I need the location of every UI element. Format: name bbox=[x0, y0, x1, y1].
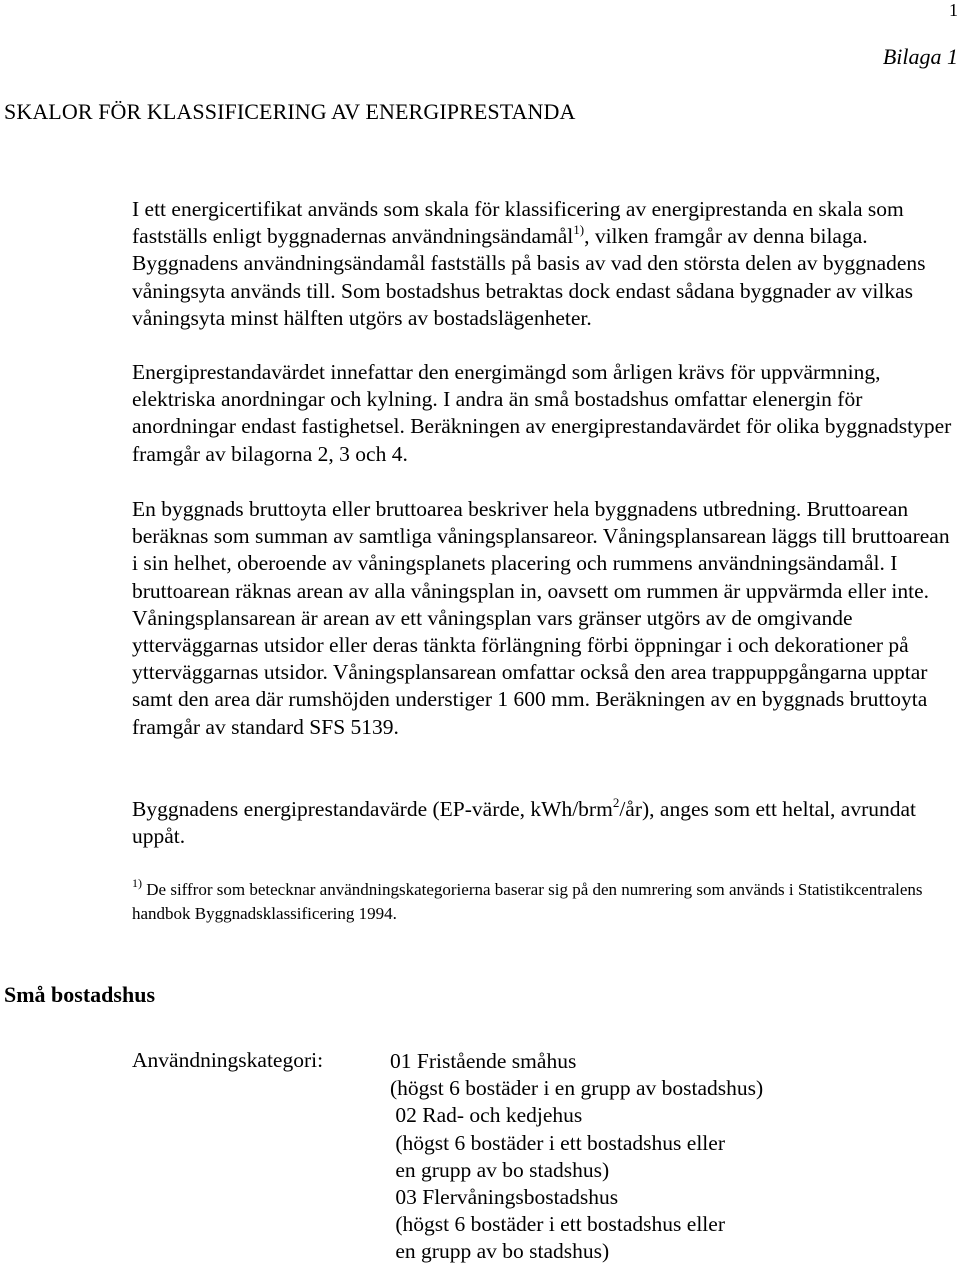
footnote-reference: 1) bbox=[573, 222, 585, 238]
page-number: 1 bbox=[949, 0, 958, 20]
paragraph-intro-text-a: I ett energicertifikat används som skala för klassificering av energiprestanda en skala som fastställs enligt byggnadernas användningsändamål bbox=[132, 197, 904, 249]
paragraph-intro bbox=[132, 196, 958, 332]
footnote bbox=[132, 878, 958, 926]
section-heading: Små bostadshus bbox=[4, 982, 156, 1007]
paragraph-ep-value-text-b: /år), anges som ett heltal, avrundat uppåt. bbox=[132, 797, 917, 849]
category-line: (högst 6 bostäder i ett bostadshus eller bbox=[390, 1212, 725, 1237]
category-line: 02 Rad- och kedjehus bbox=[390, 1103, 583, 1128]
paragraph-ep-value-text-a: Byggnadens energiprestandavärde (EP-värde, kWh/brm bbox=[132, 797, 613, 821]
category-line: en grupp av bo stadshus) bbox=[390, 1239, 610, 1264]
paragraph-ep-value bbox=[132, 796, 958, 850]
paragraph-energy-value-text: Energiprestandavärdet innefattar den energimängd som årligen krävs för uppvärmning, elektriska anordningar och kylning. I andra än små bostadshus omfattar elenergin för anordningar endast fastighetsel. Beräkningen av energiprestandavärdet för olika byggnadstyper framgår av bilagorna 2, 3 och 4. bbox=[132, 360, 952, 466]
paragraph-gross-area-text: En byggnads bruttoyta eller bruttoarea beskriver hela byggnadens utbredning. Bruttoarean beräknas som summan av samtliga våningsplansareor. Våningsplansarean läggs till bruttoarean i sin helhet, oberoende av våningsplanets placering och rummens användningsändamål. I bruttoarean räknas arean av alla våningsplan in, oavsett om rummen är uppvärmda eller inte. Våningsplansarean är arean av ett våningsplan vars gränser utgörs av de omgivande ytterväggarnas utsidor eller deras tänkta förlängning förbi öppningar i och dekorationer på ytterväggarnas utsidor. Våningsplansarean omfattar också den area trappuppgångarna upptar samt den area där rumshöjden understiger 1 600 mm. Beräkningen av en byggnads bruttoyta framgår av standard SFS 5139. bbox=[132, 497, 950, 739]
category-line: (högst 6 bostäder i en grupp av bostadshus) bbox=[390, 1076, 764, 1101]
annex-label: Bilaga 1 bbox=[882, 44, 958, 69]
paragraph-gross-area bbox=[132, 496, 958, 741]
paragraph-intro-text-b: , vilken framgår av denna bilaga. Byggnadens användningsändamål fastställs på basis av vad den största delen av byggnadens våningsyta används till. Som bostadshus betraktas dock endast sådana byggnader av vilkas våningsyta minst hälften utgörs av bostadslägenheter. bbox=[132, 224, 926, 330]
page-title: SKALOR FÖR KLASSIFICERING AV ENERGIPRESTANDA bbox=[4, 99, 576, 124]
category-line: 01 Fristående småhus bbox=[390, 1049, 577, 1073]
paragraph-energy-value bbox=[132, 359, 958, 468]
category-list bbox=[390, 1048, 763, 1266]
category-line: en grupp av bo stadshus) bbox=[390, 1157, 610, 1182]
category-label: Användningskategori: bbox=[132, 1048, 324, 1072]
category-line: (högst 6 bostäder i ett bostadshus eller bbox=[390, 1130, 725, 1155]
footnote-text: De siffror som betecknar användningskategorierna baserar sig på den numrering som används i Statistikcentralens handbok Byggnadsklassificering 1994. bbox=[132, 880, 923, 923]
footnote-marker: 1) bbox=[132, 876, 142, 891]
superscript-two: 2 bbox=[612, 794, 620, 810]
category-line: 03 Flervåningsbostadshus bbox=[390, 1185, 619, 1210]
